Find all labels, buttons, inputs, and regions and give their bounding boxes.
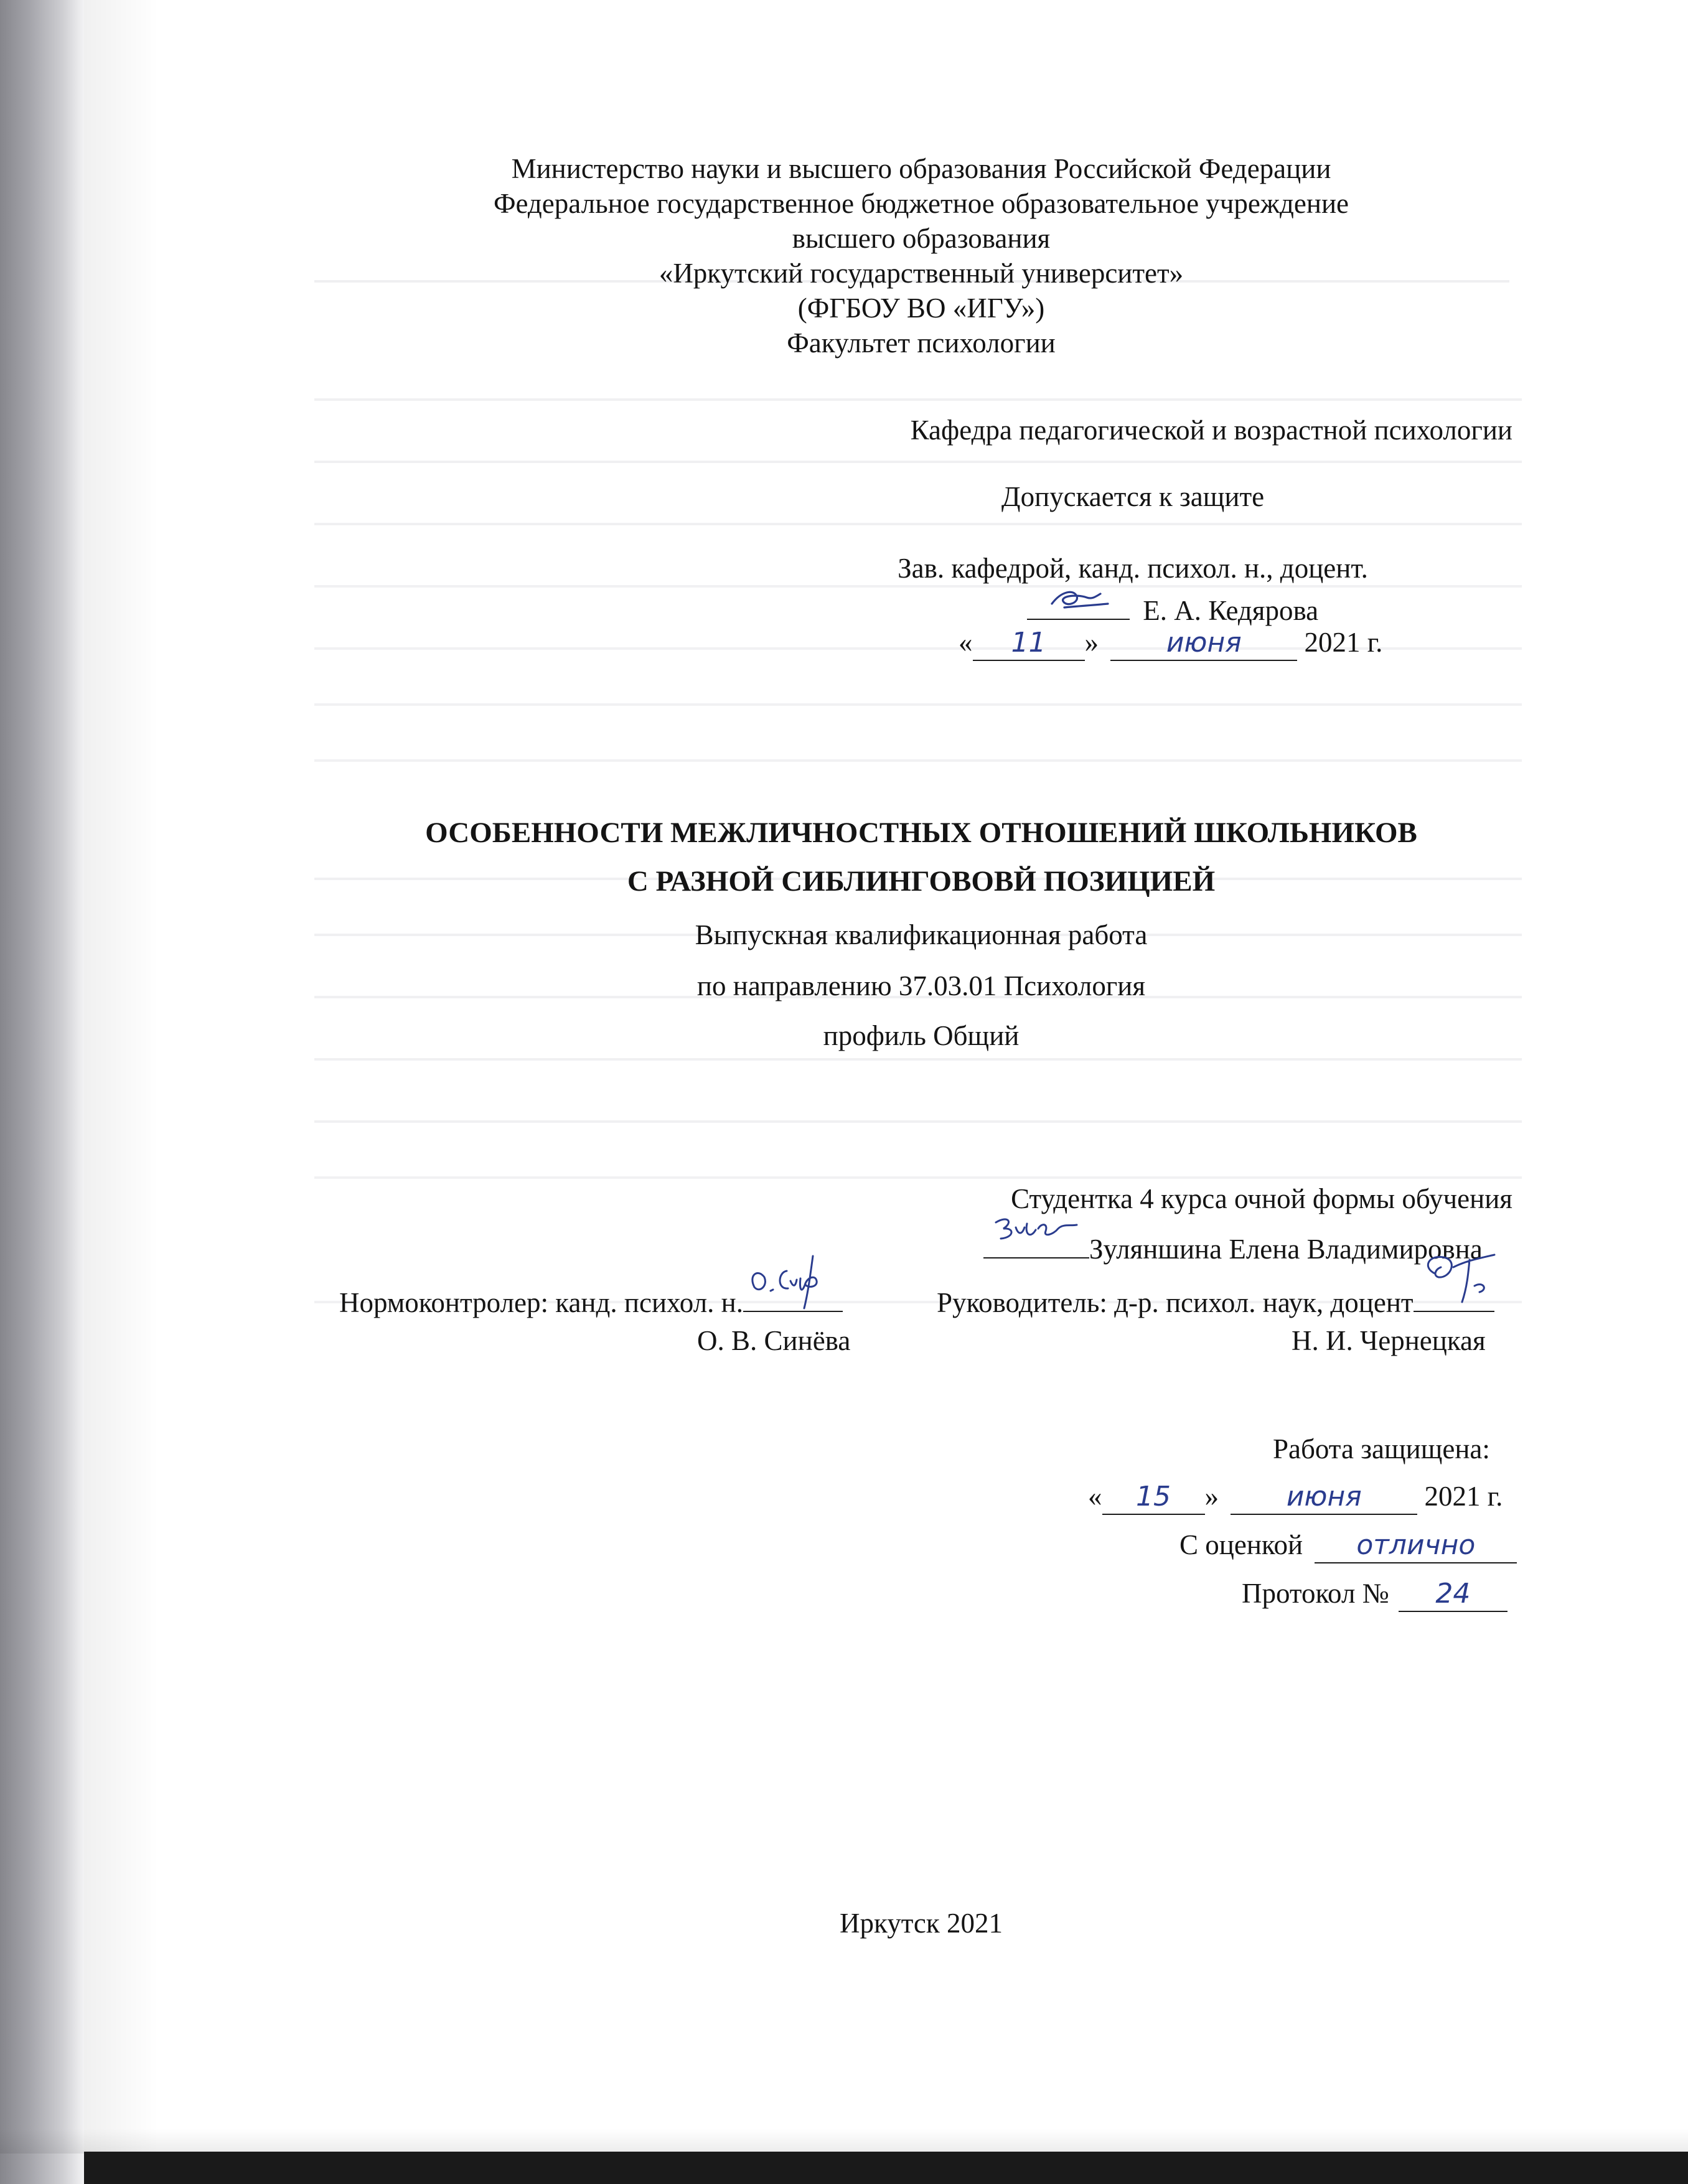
department-head-signature-row <box>1027 588 1318 628</box>
grade-label: С оценкой <box>1179 1529 1303 1560</box>
normcontroller-signature <box>743 1280 843 1312</box>
thesis-title-line-1: ОСОБЕННОСТИ МЕЖЛИЧНОСТНЫХ ОТНОШЕНИЙ ШКОЛЬНИКОВ <box>425 817 1417 849</box>
student-label: Студентка 4 курса очной формы обучения <box>1011 1183 1512 1214</box>
defense-year: 2021 г. <box>1424 1481 1503 1512</box>
defense-day: 15 <box>1136 1481 1171 1512</box>
scan-page-fade <box>84 0 159 2184</box>
signature-icon <box>1027 580 1130 617</box>
grade-row <box>1179 1527 1517 1563</box>
work-direction: по направлению 37.03.01 Психология <box>696 970 1146 1001</box>
signature-icon <box>1410 1242 1503 1311</box>
department-name: Кафедра педагогической и возрастной психологии <box>910 415 1512 446</box>
university-abbreviation: (ФГБОУ ВО «ИГУ») <box>797 293 1045 324</box>
institution-line-1: Федеральное государственное бюджетное образовательное учреждение <box>493 188 1349 219</box>
work-profile: профиль Общий <box>823 1020 1020 1051</box>
student-name: Зуляншина Елена Владимировна <box>1089 1234 1483 1265</box>
student-signature-row <box>983 1226 1483 1267</box>
admission-label: Допускается к защите <box>1001 481 1265 512</box>
supervisor-row <box>937 1280 1494 1320</box>
scan-bottom-fade <box>0 2129 1688 2154</box>
normcontroller-label: Нормоконтролер: канд. психол. н. <box>339 1287 744 1318</box>
scan-bottom-edge <box>84 2152 1688 2184</box>
institution-line-2: высшего образования <box>792 223 1051 254</box>
admission-date: « 11 » июня 2021 г. <box>959 625 1382 661</box>
department-head-signature <box>1027 588 1130 620</box>
grade-value: отлично <box>1356 1529 1476 1561</box>
student-signature <box>983 1226 1089 1258</box>
supervisor-label: Руководитель: д-р. психол. наук, доцент <box>937 1287 1414 1318</box>
supervisor-signature <box>1414 1280 1494 1312</box>
scan-binding-shadow <box>0 0 84 2184</box>
signature-icon <box>743 1244 843 1312</box>
city-year: Иркутск 2021 <box>839 1908 1003 1939</box>
protocol-label: Протокол № <box>1242 1578 1389 1609</box>
university-name: «Иркутский государственный университет» <box>659 258 1184 289</box>
admission-year: 2021 г. <box>1304 627 1383 658</box>
faculty-name: Факультет психологии <box>787 327 1056 359</box>
admission-month: июня <box>1166 627 1242 658</box>
supervisor-name: Н. И. Чернецкая <box>1292 1325 1486 1356</box>
admission-day: 11 <box>1011 627 1046 658</box>
protocol-number: 24 <box>1435 1578 1471 1610</box>
ministry-line: Министерство науки и высшего образования Российской Федерации <box>511 153 1331 184</box>
department-head-name: Е. А. Кедярова <box>1143 595 1319 626</box>
normcontroller-name: О. В. Синёва <box>697 1325 851 1356</box>
defense-date: « 15 » июня 2021 г. <box>1088 1479 1503 1515</box>
protocol-row <box>1242 1576 1507 1612</box>
defense-label: Работа защищена: <box>1273 1433 1490 1465</box>
thesis-title-line-2: С РАЗНОЙ СИБЛИНГОВОВЙ ПОЗИЦИЕЙ <box>627 865 1216 898</box>
defense-month: июня <box>1286 1481 1362 1512</box>
signature-icon <box>983 1210 1089 1254</box>
normcontroller-row <box>339 1280 843 1320</box>
work-type: Выпускная квалификационная работа <box>695 919 1148 950</box>
department-head-title: Зав. кафедрой, канд. психол. н., доцент. <box>898 553 1368 584</box>
